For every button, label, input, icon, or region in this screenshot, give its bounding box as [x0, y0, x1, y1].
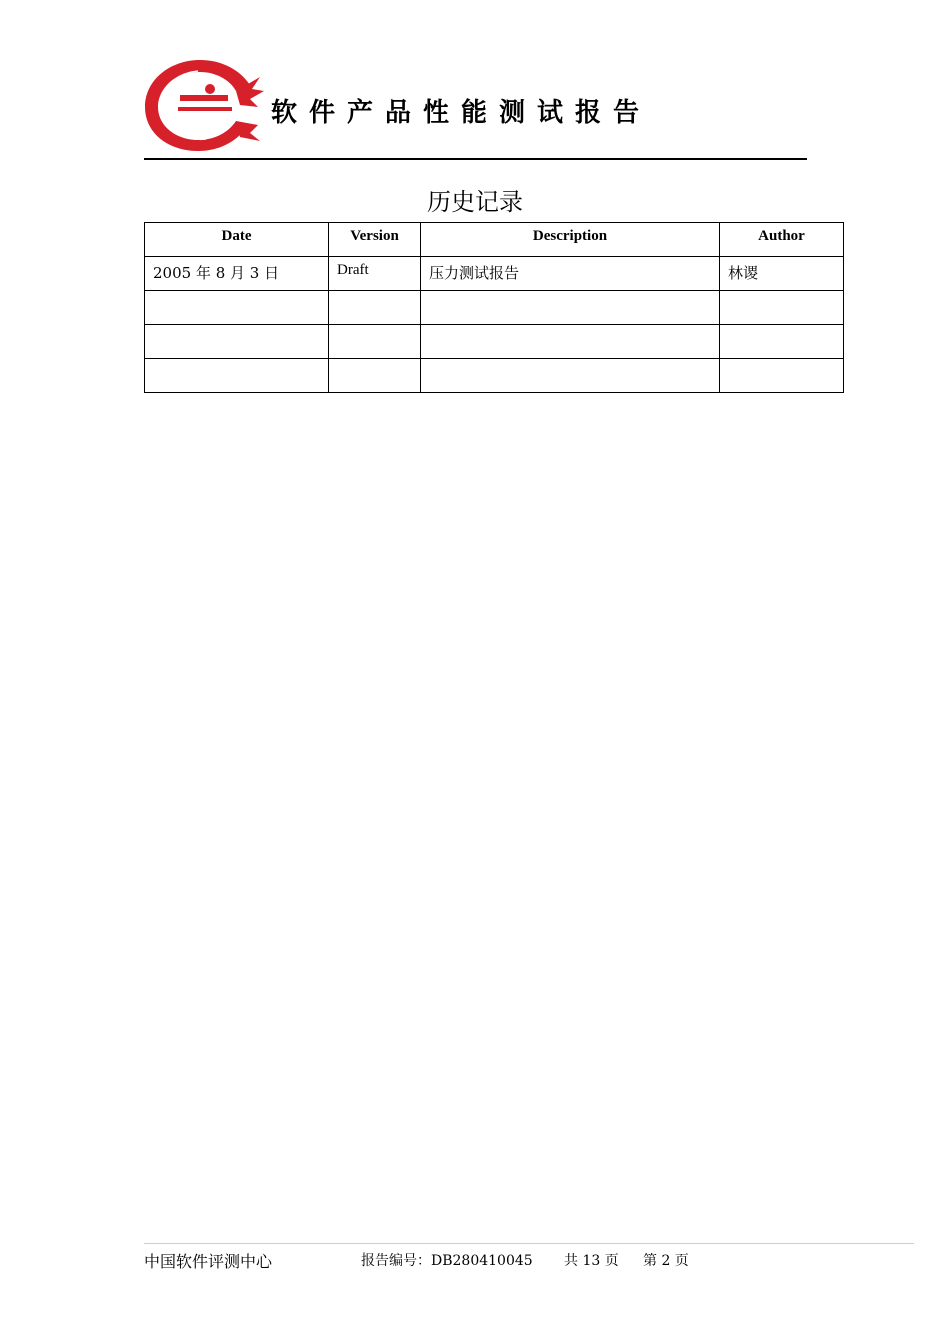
cell-author	[720, 359, 844, 393]
cell-description	[421, 359, 720, 393]
cell-date	[145, 325, 329, 359]
section-title: 历史记录	[427, 188, 523, 216]
cell-description	[421, 325, 720, 359]
cell-author	[720, 325, 844, 359]
cell-date	[145, 359, 329, 393]
china-software-testing-center-logo	[140, 55, 265, 155]
column-header-version: Version	[329, 223, 421, 257]
footer-report-number: 报告编号：DB280410045	[361, 1253, 533, 1269]
cell-date	[145, 291, 329, 325]
column-header-description: Description	[421, 223, 720, 257]
cell-date: 2005 年 8 月 3 日	[145, 257, 329, 291]
column-header-author: Author	[720, 223, 844, 257]
header-divider	[144, 158, 807, 160]
footer-page-number: 第 2 页	[643, 1253, 689, 1269]
cell-author	[720, 291, 844, 325]
table-row	[145, 359, 844, 393]
cell-author: 林谡	[720, 257, 844, 291]
footer-total-pages: 共 13 页	[564, 1253, 619, 1269]
report-title: 软件产品性能测试报告	[271, 98, 652, 128]
column-header-date: Date	[145, 223, 329, 257]
cell-version: Draft	[329, 257, 421, 291]
history-table	[144, 222, 844, 393]
cell-version	[329, 291, 421, 325]
footer-divider	[144, 1243, 914, 1244]
table-row	[145, 257, 844, 291]
table-row	[145, 291, 844, 325]
cell-description	[421, 291, 720, 325]
table-row	[145, 325, 844, 359]
cell-version	[329, 359, 421, 393]
cell-version	[329, 325, 421, 359]
footer-organization: 中国软件评测中心	[144, 1252, 273, 1271]
cell-description: 压力测试报告	[421, 257, 720, 291]
table-header-row	[145, 223, 844, 257]
dragon-logo-icon	[140, 55, 265, 155]
